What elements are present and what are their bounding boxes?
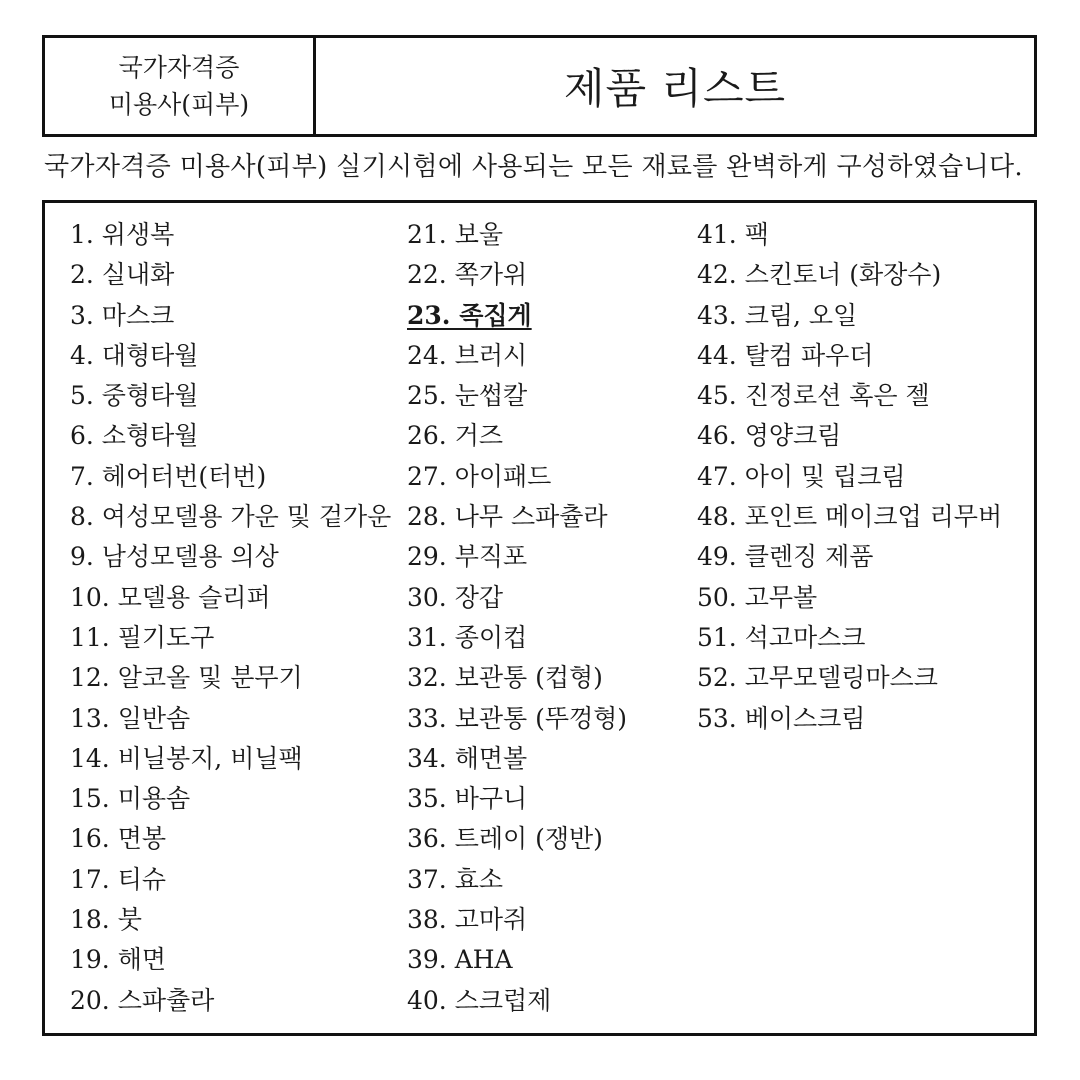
product-list-box bbox=[42, 200, 1037, 1036]
product-item: 16. 면봉 bbox=[70, 824, 167, 854]
product-item: 40. 스크럽제 bbox=[407, 985, 552, 1015]
product-item: 17. 티슈 bbox=[70, 864, 167, 894]
product-item: 8. 여성모델용 가운 및 겉가운 bbox=[70, 502, 392, 532]
product-item: 18. 붓 bbox=[70, 905, 142, 935]
product-item: 43. 크림, 오일 bbox=[697, 300, 858, 330]
product-item: 19. 해면 bbox=[70, 945, 167, 975]
product-item: 50. 고무볼 bbox=[697, 582, 818, 612]
product-column-3 bbox=[697, 215, 1002, 739]
page-title: 제품 리스트 bbox=[563, 64, 787, 113]
product-item: 37. 효소 bbox=[407, 864, 504, 894]
product-item: 53. 베이스크림 bbox=[697, 703, 866, 733]
product-item: 6. 소형타월 bbox=[70, 421, 199, 451]
product-item: 30. 장갑 bbox=[407, 582, 504, 612]
product-item: 29. 부직포 bbox=[407, 542, 528, 572]
category-line-2: 미용사(피부) bbox=[108, 90, 250, 119]
product-item: 38. 고마쥐 bbox=[407, 905, 528, 935]
product-item: 5. 중형타월 bbox=[70, 381, 199, 411]
product-item: 20. 스파츌라 bbox=[70, 985, 215, 1015]
product-item: 41. 팩 bbox=[697, 220, 769, 249]
product-item: 1. 위생복 bbox=[70, 220, 175, 249]
product-item: 31. 종이컵 bbox=[407, 622, 528, 652]
product-item: 39. AHA bbox=[407, 945, 513, 975]
product-item: 44. 탈컴 파우더 bbox=[697, 340, 874, 370]
product-item: 35. 바구니 bbox=[407, 784, 528, 814]
product-item: 25. 눈썹칼 bbox=[407, 381, 528, 411]
product-item: 3. 마스크 bbox=[70, 300, 175, 330]
product-item: 28. 나무 스파츌라 bbox=[407, 502, 608, 532]
product-item: 27. 아이패드 bbox=[407, 461, 552, 491]
product-item: 7. 헤어터번(터번) bbox=[70, 461, 267, 491]
product-item: 21. 보울 bbox=[407, 220, 504, 249]
product-item: 11. 필기도구 bbox=[70, 622, 215, 652]
product-item: 12. 알코올 및 분무기 bbox=[70, 663, 303, 693]
product-column-2 bbox=[407, 215, 627, 1021]
product-item: 4. 대형타월 bbox=[70, 340, 199, 370]
product-item: 51. 석고마스크 bbox=[697, 622, 866, 652]
product-item: 45. 진정로션 혹은 젤 bbox=[697, 381, 930, 411]
product-item: 2. 실내화 bbox=[70, 260, 175, 290]
product-item: 22. 쪽가위 bbox=[407, 260, 528, 290]
product-item: 13. 일반솜 bbox=[70, 703, 191, 733]
product-item: 10. 모델용 슬리퍼 bbox=[70, 582, 271, 612]
product-item: 24. 브러시 bbox=[407, 340, 528, 370]
product-item: 34. 해면볼 bbox=[407, 743, 528, 773]
product-item: 47. 아이 및 립크림 bbox=[697, 461, 906, 491]
product-item: 15. 미용솜 bbox=[70, 784, 191, 814]
product-item: 48. 포인트 메이크업 리무버 bbox=[697, 502, 1003, 532]
product-item: 23. 족집게 bbox=[407, 300, 532, 330]
product-item: 52. 고무모델링마스크 bbox=[697, 663, 938, 693]
category-line-1: 국가자격증 bbox=[118, 53, 240, 82]
product-item: 32. 보관통 (컵형) bbox=[407, 663, 603, 693]
product-item: 14. 비닐봉지, 비닐팩 bbox=[70, 743, 303, 773]
description-text: 국가자격증 미용사(피부) 실기시험에 사용되는 모든 재료를 완벽하게 구성하였습니다. bbox=[44, 152, 1023, 182]
product-item: 33. 보관통 (뚜껑형) bbox=[407, 703, 628, 733]
product-item: 42. 스킨토너 (화장수) bbox=[697, 260, 942, 290]
header-table bbox=[42, 35, 1037, 137]
product-item: 36. 트레이 (쟁반) bbox=[407, 824, 603, 854]
category-cell bbox=[45, 38, 316, 134]
product-item: 26. 거즈 bbox=[407, 421, 504, 451]
product-item: 46. 영양크림 bbox=[697, 421, 842, 451]
product-column-1 bbox=[70, 215, 391, 1021]
product-item: 9. 남성모델용 의상 bbox=[70, 542, 279, 572]
product-item: 49. 클렌징 제품 bbox=[697, 542, 874, 572]
